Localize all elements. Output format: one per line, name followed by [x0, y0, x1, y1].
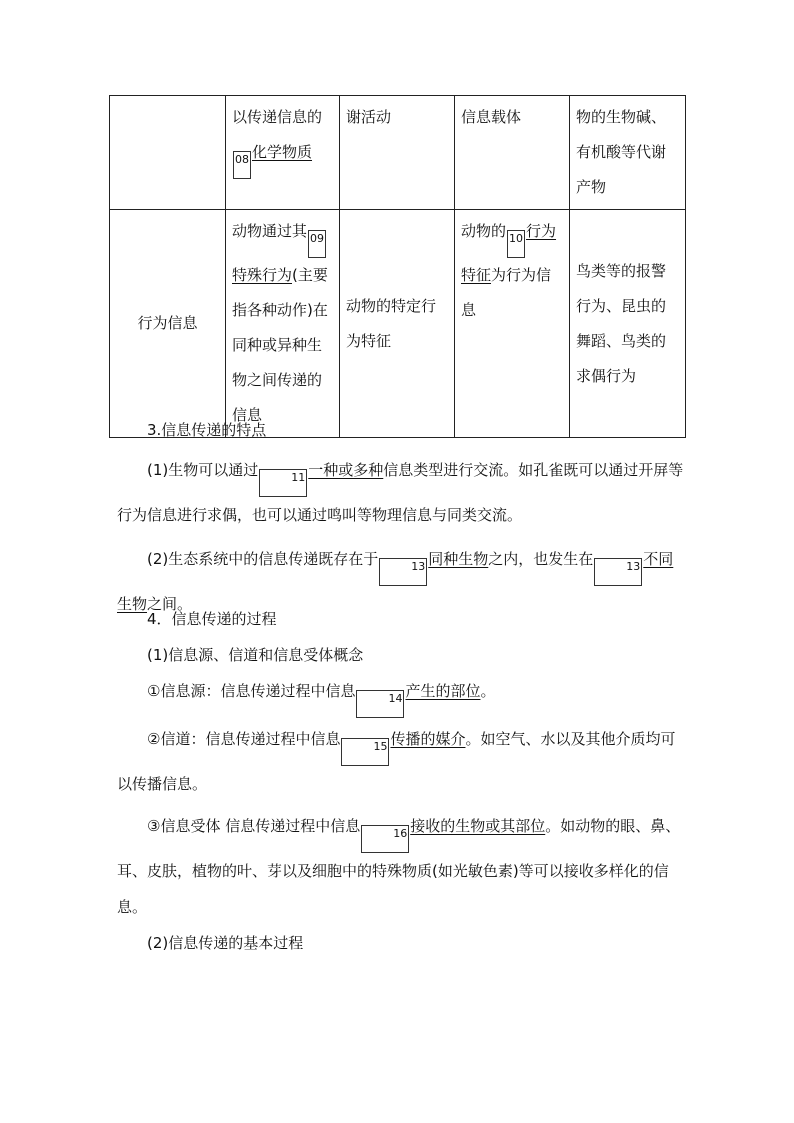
paragraph-text: 信息类型进行交流。如孔雀既可以通过开屏等行为信息进行求偶，也可以通过鸣叫等物理信息与同类交流。: [117, 461, 684, 524]
cell-text: 动物的: [461, 222, 507, 240]
answer-number-box: 13: [379, 558, 427, 586]
table-cell-example: 鸟类等的报警行为、昆虫的舞蹈、鸟类的求偶行为: [570, 210, 686, 438]
paragraph-text: 之内，也发生在: [488, 550, 594, 568]
answer-text: 一种或多种: [308, 461, 384, 479]
info-type-table: [109, 95, 686, 438]
table-cell-concept: [226, 210, 340, 438]
answer-text: 特殊行为: [232, 266, 293, 284]
answer-text: 同种生物: [428, 550, 489, 568]
section-4: [117, 601, 687, 961]
table-cell-source: 谢活动: [340, 96, 455, 210]
answer-number-box: 11: [259, 469, 307, 497]
answer-number-box: 09: [308, 230, 326, 258]
paragraph: [117, 452, 687, 533]
paragraph: [117, 808, 687, 925]
cell-text: (主要指各种动作)在同种或异种生物之间传递的信息: [232, 266, 328, 424]
answer-text: 接收的生物或其部位: [410, 817, 546, 835]
table-row: [110, 96, 686, 210]
answer-number-box: 08: [233, 151, 251, 179]
paragraph-text: 之间。: [147, 595, 193, 613]
answer-text: 产生的部位: [405, 682, 481, 700]
subheading: (2)信息传递的基本过程: [147, 934, 304, 952]
subheading: (1)信息源、信道和信息受体概念: [147, 646, 364, 664]
paragraph-text: 。如动物的眼、鼻、耳、皮肤，植物的叶、芽以及细胞中的特殊物质(如光敏色素)等可以接收多样化的信息。: [117, 817, 681, 916]
answer-number-box: 15: [341, 738, 389, 766]
table-row: [110, 210, 686, 438]
answer-text: 化学物质: [252, 143, 313, 161]
section-heading: 3.信息传递的特点: [147, 421, 267, 439]
section-3: [117, 412, 687, 622]
paragraph: [117, 721, 687, 802]
table-cell-concept: [226, 96, 340, 210]
answer-number-box: 10: [507, 230, 525, 258]
table-cell-carrier: [455, 210, 570, 438]
paragraph-text: ①信息源：信息传递过程中信息: [147, 682, 356, 700]
answer-number-box: 13: [594, 558, 642, 586]
table-cell-type: [110, 96, 226, 210]
paragraph-text: ③信息受体 信息传递过程中信息: [147, 817, 361, 835]
table-cell-type: 行为信息: [110, 210, 226, 438]
paragraph-text: ②信道：信息传递过程中信息: [147, 730, 341, 748]
answer-number-box: 14: [356, 690, 404, 718]
paragraph-text: 。如空气、水以及其他介质均可以传播信息。: [117, 730, 676, 793]
answer-text: 传播的媒介: [390, 730, 466, 748]
table-cell-source: 动物的特定行为特征: [340, 210, 455, 438]
paragraph-text: 。: [480, 682, 496, 700]
cell-text: 以传递信息的: [232, 108, 323, 126]
table-cell-example: 物的生物碱、有机酸等代谢产物: [570, 96, 686, 210]
paragraph-text: (1)生物可以通过: [147, 461, 259, 479]
paragraph: [117, 673, 687, 718]
table-cell-carrier: 信息载体: [455, 96, 570, 210]
cell-text: 为行为信息: [461, 266, 552, 319]
paragraph-text: (2)生态系统中的信息传递既存在于: [147, 550, 379, 568]
answer-text: 不同生物: [117, 550, 674, 613]
answer-number-box: 16: [361, 825, 409, 853]
cell-text: 动物通过其: [232, 222, 308, 240]
section-heading: 4．信息传递的过程: [147, 610, 277, 628]
answer-text: 行为特征: [461, 222, 557, 284]
